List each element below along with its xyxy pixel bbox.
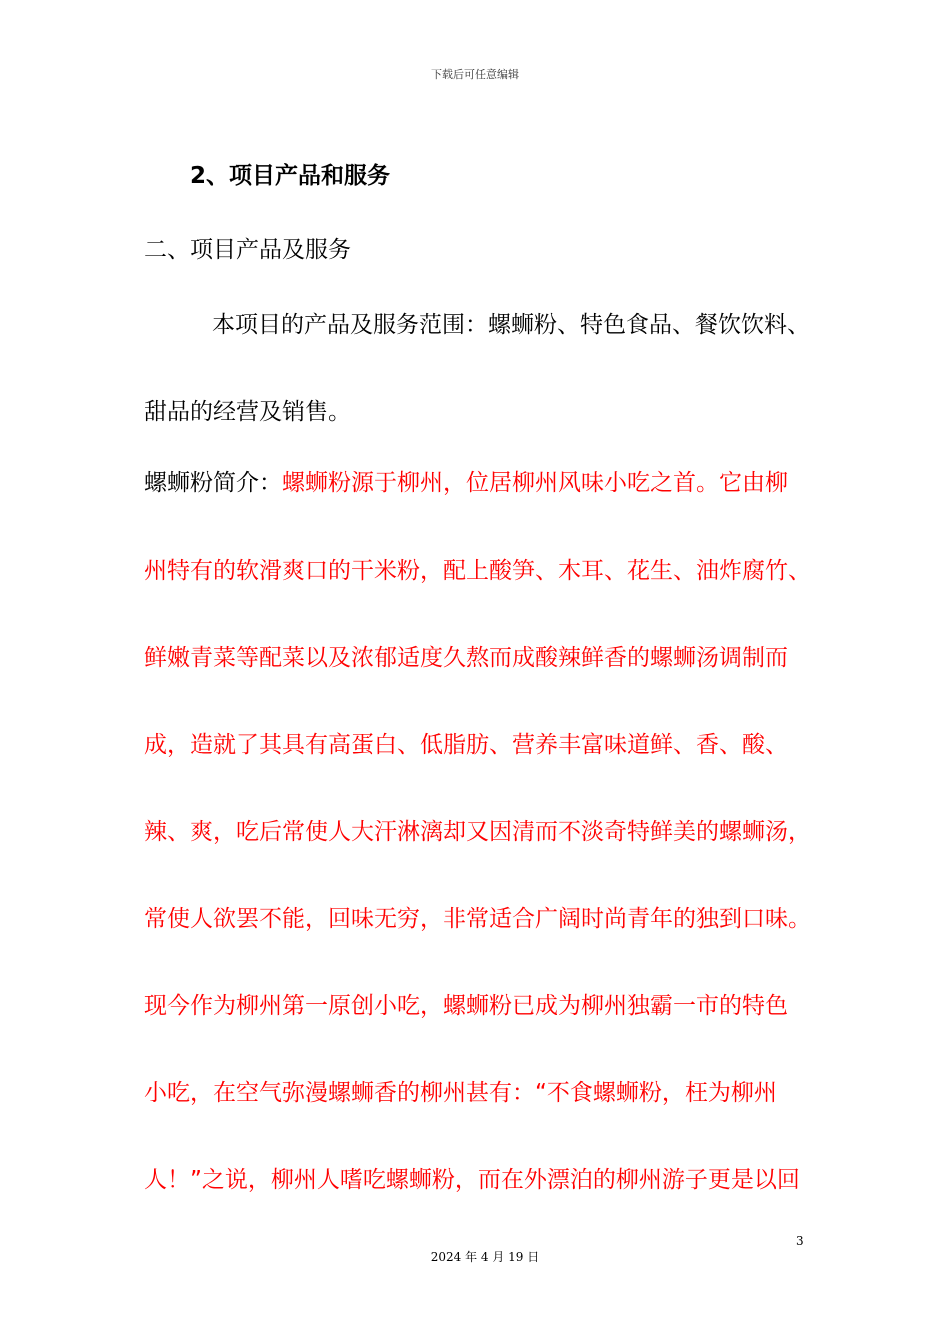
footer-date: 2024 年 4 月 19 日 [430,1250,540,1264]
intro-line-2: 州特有的软滑爽口的干米粉，配上酸笋、木耳、花生、油炸腐竹、 [144,558,811,584]
section-heading: 二、项目产品及服务 [144,237,351,263]
scope-paragraph-line-2: 甜品的经营及销售。 [144,399,351,425]
intro-line-3: 鲜嫩青菜等配菜以及浓郁适度久熬而成酸辣鲜香的螺蛳汤调制而 [144,645,788,671]
intro-line-5: 辣、爽，吃后常使人大汗淋漓却又因清而不淡奇特鲜美的螺蛳汤， [144,819,811,845]
intro-line-4: 成，造就了其具有高蛋白、低脂肪、营养丰富味道鲜、香、酸、 [144,732,788,758]
scope-paragraph-line-1: 本项目的产品及服务范围：螺蛳粉、特色食品、餐饮饮料、 [212,312,810,338]
page-number: 3 [796,1234,804,1248]
page-header: 下载后可任意编辑 [431,68,519,81]
heading-item-2: 2、项目产品和服务 [190,163,391,189]
intro-line-7: 现今作为柳州第一原创小吃，螺蛳粉已成为柳州独霸一市的特色 [144,993,788,1019]
intro-red-text: 螺蛳粉源于柳州，位居柳州风味小吃之首。它由柳 [282,470,788,496]
intro-label: 螺蛳粉简介： [144,470,282,496]
intro-line-8: 小吃，在空气弥漫螺蛳香的柳州甚有：“不食螺蛳粉，枉为柳州 [144,1080,777,1106]
intro-line-1 [144,468,788,498]
intro-line-9: 人！”之说，柳州人嗜吃螺蛳粉，而在外漂泊的柳州游子更是以回 [144,1167,800,1193]
intro-line-6: 常使人欲罢不能，回味无穷，非常适合广阔时尚青年的独到口味。 [144,906,811,932]
